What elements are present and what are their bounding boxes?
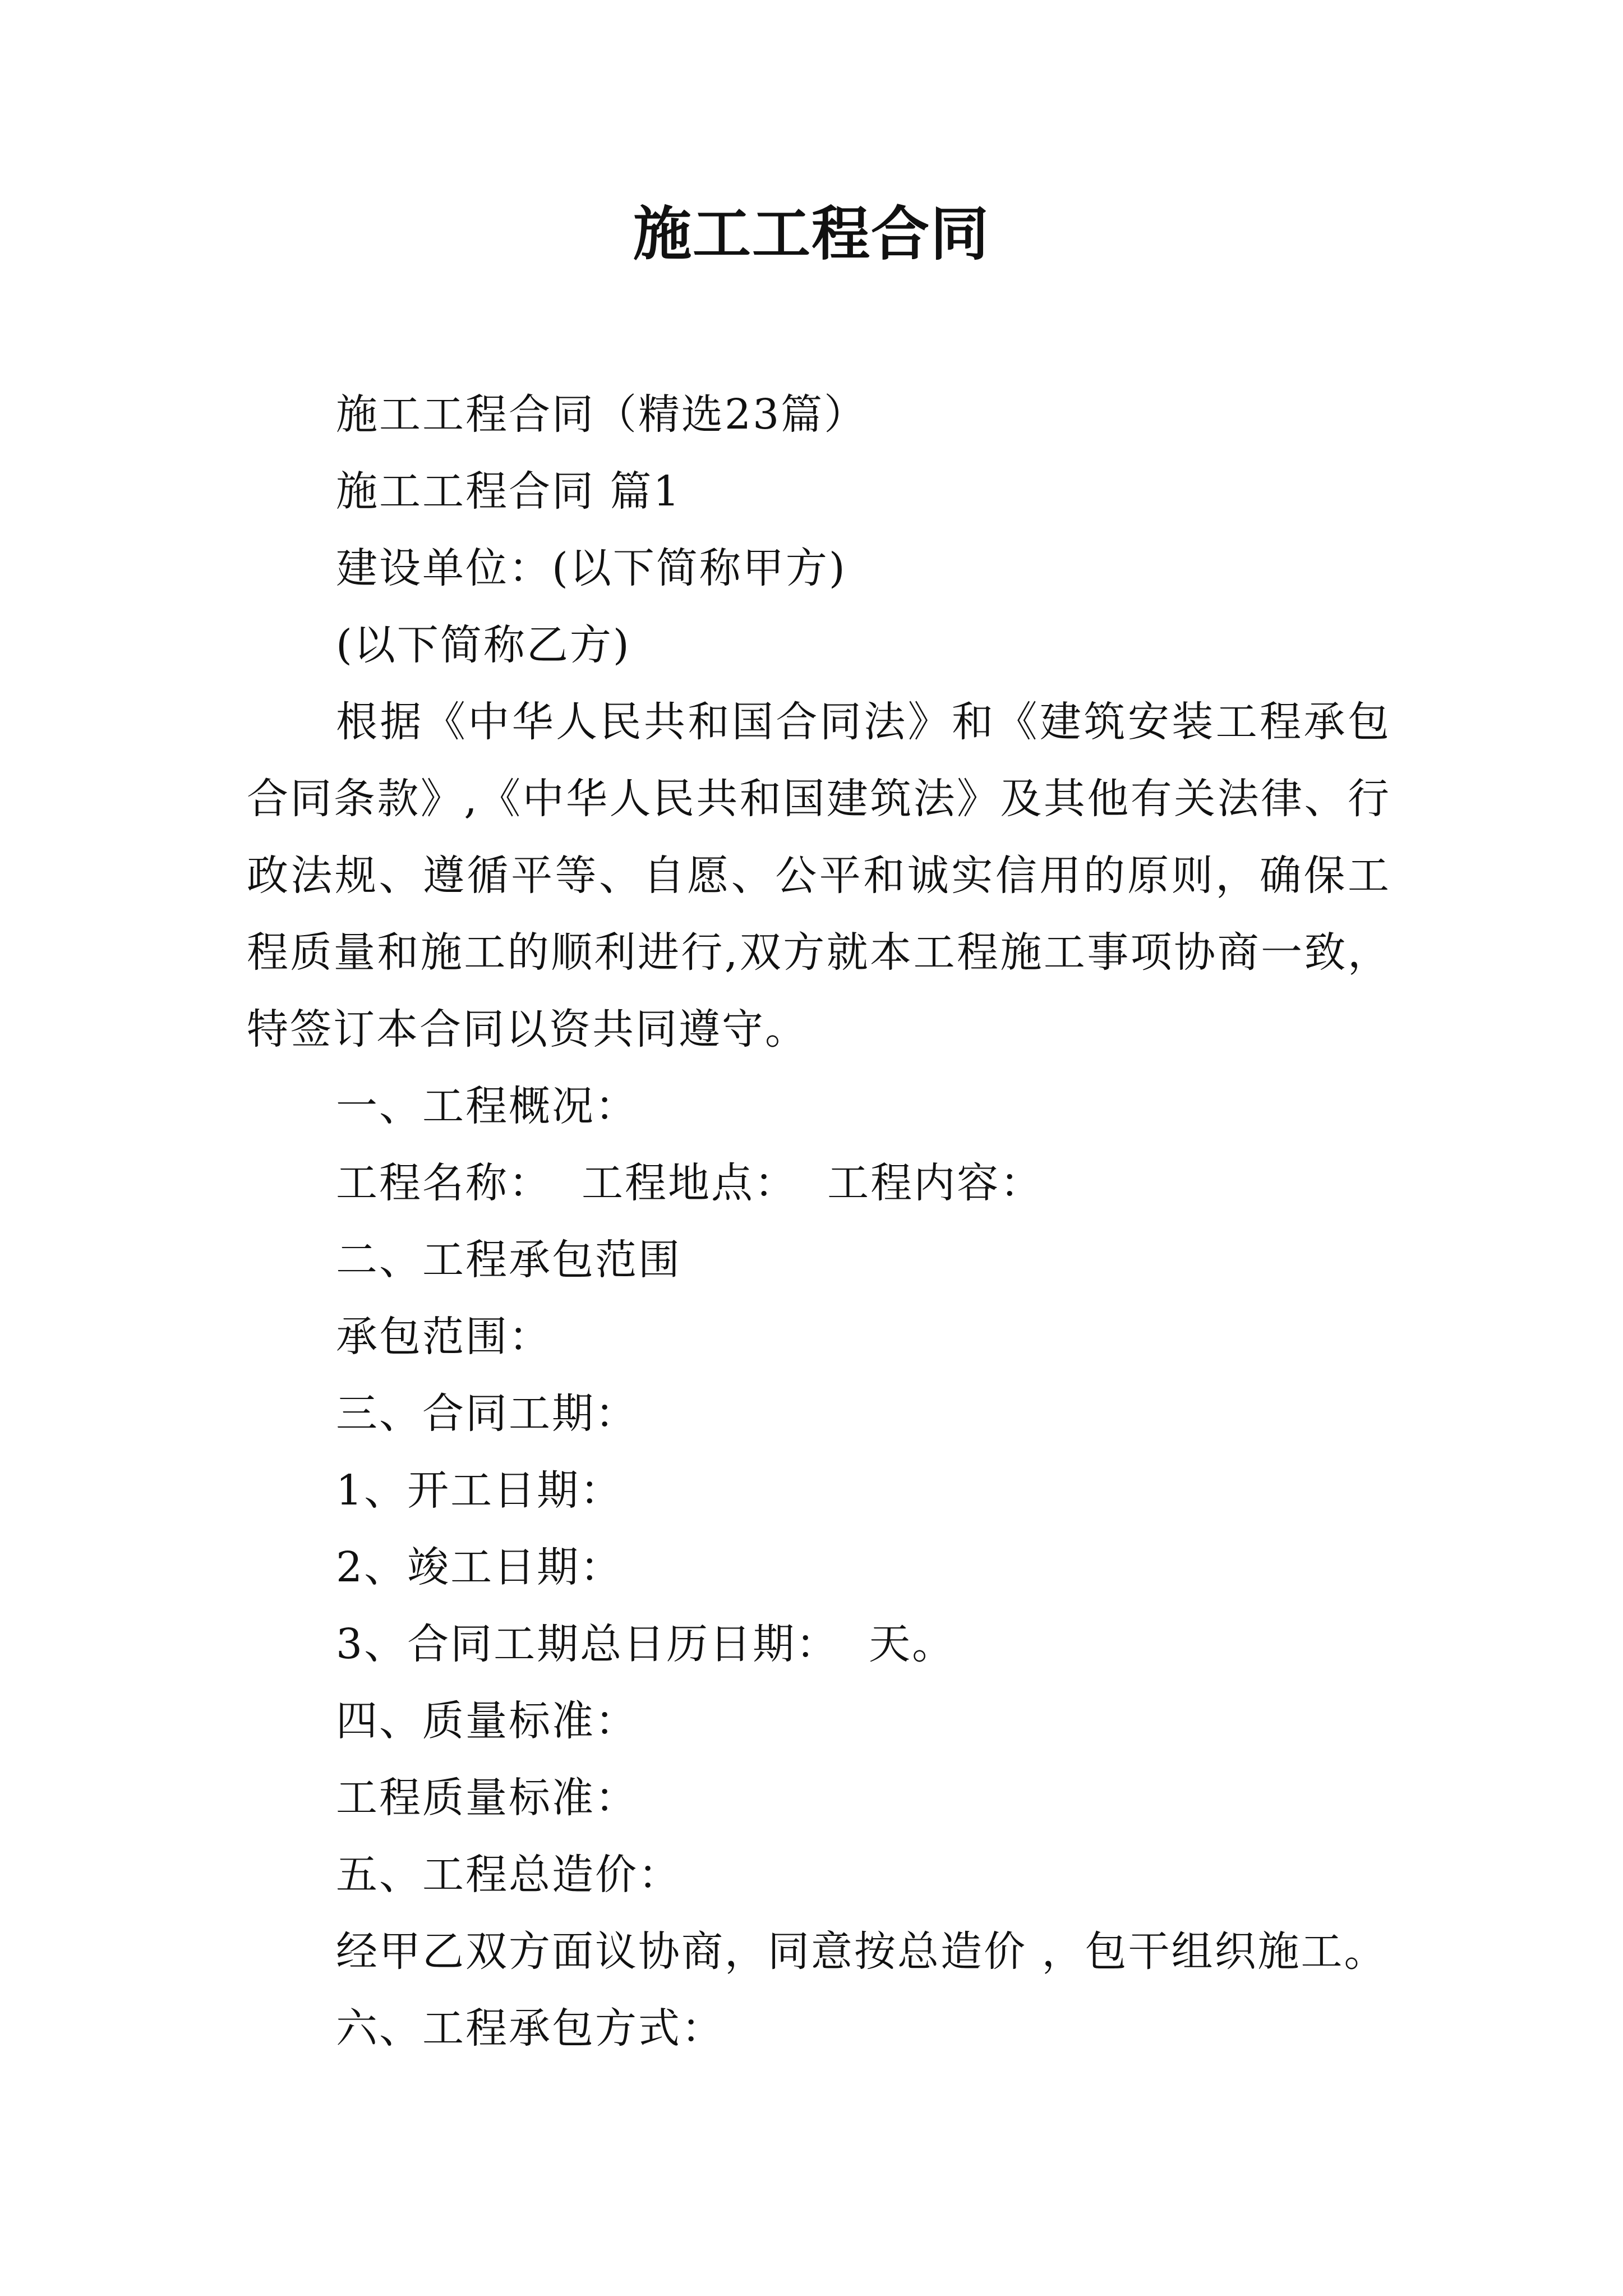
completion-date-line: 2、竣工日期： xyxy=(336,1543,624,1591)
clause-heading-contract-mode: 六、工程承包方式： xyxy=(336,2004,725,2053)
clause-heading-cost: 五、工程总造价： xyxy=(336,1851,681,1899)
start-date-line: 1、开工日期： xyxy=(336,1466,624,1515)
clause-heading-duration: 三、合同工期： xyxy=(336,1389,638,1438)
party-b-line: (以下简称乙方) xyxy=(336,621,631,669)
project-info-line: 工程名称： 工程地点： 工程内容： xyxy=(336,1159,1044,1207)
cost-agreement-line: 经甲乙双方面议协商，同意按总造价 ，包干组织施工。 xyxy=(336,1927,1387,1976)
preamble-paragraph: 根据《中华人民共和国合同法》和《建筑安装工程承包合同条款》,《中华人民共和国建筑法》及其他有关法律、行政法规、遵循平等、自愿、公平和诚实信用的原则，确保工程质量和施工的顺利进行,双方就本工程施工事项协商一致，特签订本合同以资共同遵守。 xyxy=(247,698,1391,1053)
total-days-line: 3、合同工期总日历日期： 天。 xyxy=(336,1620,956,1668)
clause-heading-overview: 一、工程概况： xyxy=(336,1082,638,1130)
party-a-line: 建设单位：(以下简称甲方) xyxy=(336,544,847,592)
scope-line: 承包范围： xyxy=(336,1313,552,1361)
clause-heading-quality: 四、质量标准： xyxy=(336,1697,638,1745)
section-heading-part-1: 施工工程合同 篇1 xyxy=(336,467,681,516)
subtitle-selection: 施工工程合同（精选23篇） xyxy=(336,390,868,439)
document-body xyxy=(247,376,1391,2067)
clause-heading-scope: 二、工程承包范围 xyxy=(336,1236,681,1284)
quality-standard-line: 工程质量标准： xyxy=(336,1774,638,1822)
document-title: 施工工程合同 xyxy=(633,199,990,268)
